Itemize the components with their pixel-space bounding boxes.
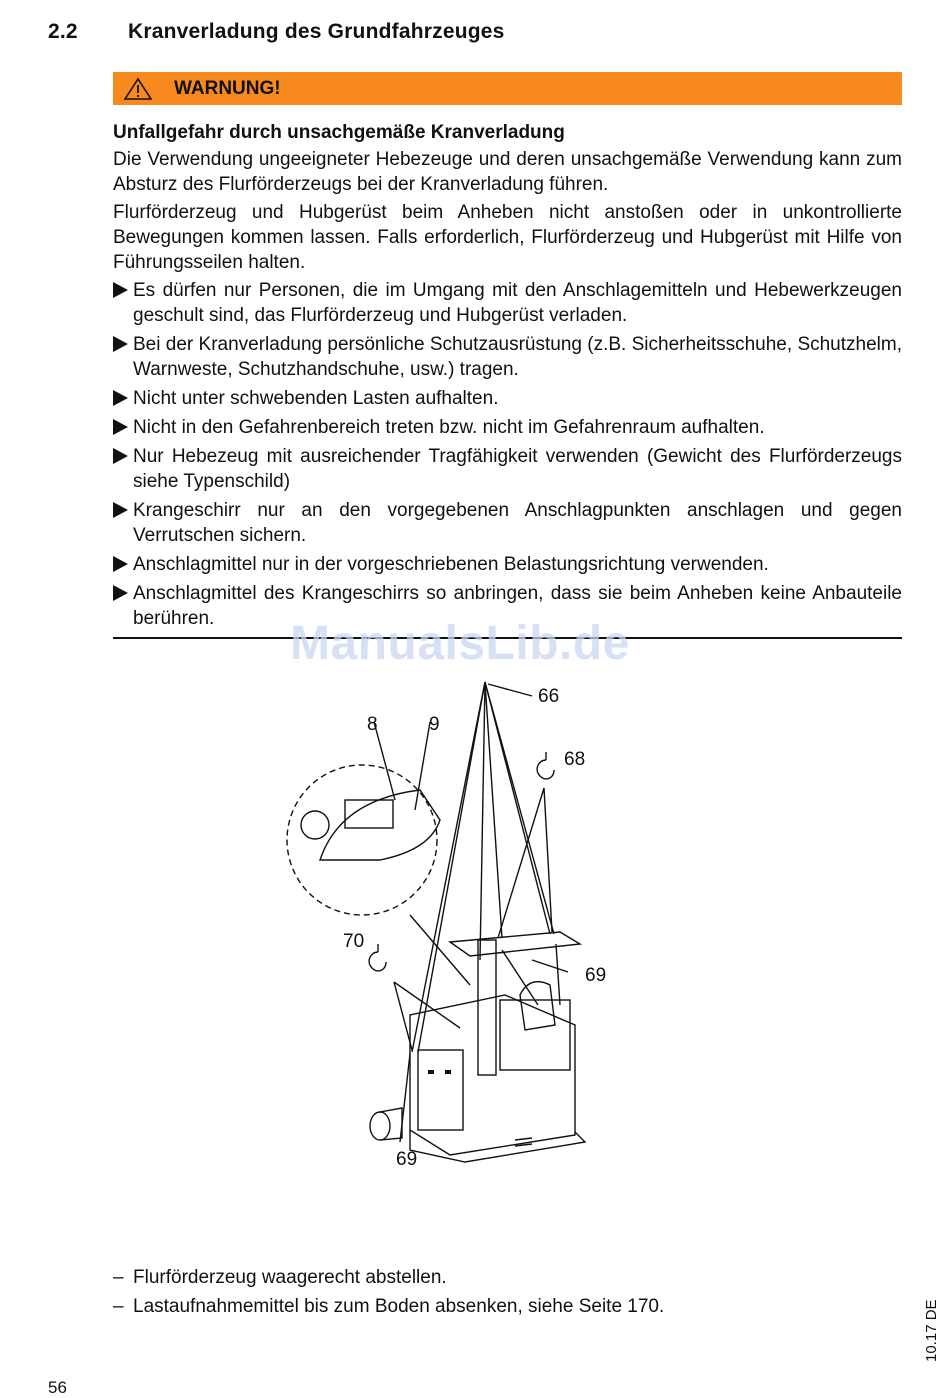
section-number: 2.2 [48, 20, 78, 43]
list-item-text: Anschlagmittel des Krangeschirrs so anbringen, dass sie beim Anheben keine Anbauteile berühren. [133, 583, 902, 629]
section-title: Kranverladung des Grundfahrzeuges [128, 20, 505, 43]
list-item-text: Anschlagmittel nur in der vorgeschriebenen Belastungsrichtung verwenden. [133, 554, 769, 575]
step-marker: – [113, 1267, 124, 1288]
crane-loading-figure [270, 660, 670, 1180]
label-70: 70 [343, 931, 365, 952]
list-item [113, 1265, 902, 1290]
warning-content [113, 120, 902, 635]
list-item [113, 1294, 902, 1319]
warning-bar [113, 72, 902, 105]
arrow-bullet-icon [113, 448, 128, 464]
list-item [113, 332, 902, 382]
arrow-bullet-icon [113, 419, 128, 435]
list-item-text: Krangeschirr nur an den vorgegebenen Anschlagpunkten anschlagen und gegen Verrutschen sichern. [133, 500, 902, 546]
page-number: 56 [48, 1378, 67, 1397]
list-item-text: Bei der Kranverladung persönliche Schutzausrüstung (z.B. Sicherheitsschuhe, Schutzhelm, Warnweste, Schutzhandschuhe, usw.) tragen. [133, 334, 902, 380]
instruction-list [113, 278, 902, 631]
arrow-bullet-icon [113, 336, 128, 352]
arrow-bullet-icon [113, 556, 128, 572]
arrow-bullet-icon [113, 502, 128, 518]
warning-triangle-icon [123, 77, 153, 101]
list-item [113, 498, 902, 548]
arrow-bullet-icon [113, 390, 128, 406]
arrow-bullet-icon [113, 585, 128, 601]
step-marker: – [113, 1296, 124, 1317]
step-text: Flurförderzeug waagerecht abstellen. [133, 1267, 447, 1288]
list-item-text: Nicht in den Gefahrenbereich treten bzw. nicht im Gefahrenraum aufhalten. [133, 417, 765, 438]
label-69-right: 69 [585, 965, 607, 986]
list-item [113, 386, 902, 411]
label-8: 8 [367, 714, 378, 735]
label-66: 66 [538, 686, 560, 707]
list-item-text: Nur Hebezeug mit ausreichender Tragfähigkeit verwenden (Gewicht des Flurförderzeugs siehe Typenschild) [133, 446, 902, 492]
arrow-bullet-icon [113, 282, 128, 298]
warning-subheading: Unfallgefahr durch unsachgemäße Kranverladung [113, 122, 565, 143]
step-text: Lastaufnahmemittel bis zum Boden absenken, siehe Seite 170. [133, 1296, 665, 1317]
section-heading [48, 20, 505, 44]
label-9: 9 [429, 714, 440, 735]
list-item [113, 444, 902, 494]
edition-note: 10.17 DE [923, 1299, 940, 1362]
list-item [113, 278, 902, 328]
watermark: ManualsLib.de [290, 617, 630, 670]
list-item-text: Nicht unter schwebenden Lasten aufhalten. [133, 388, 499, 409]
label-68: 68 [564, 749, 586, 770]
label-69-bottom: 69 [396, 1149, 418, 1170]
warning-label: WARNUNG! [174, 78, 281, 99]
paragraph: Flurförderzeug und Hubgerüst beim Anheben nicht anstoßen oder in unkontrollierte Bewegungen kommen lassen. Falls erforderlich, Flurförderzeug und Hubgerüst mit Hilfe von Führungsseilen halten. [113, 202, 902, 273]
list-item [113, 552, 902, 577]
list-item-text: Es dürfen nur Personen, die im Umgang mit den Anschlagemitteln und Hebewerkzeugen geschult sind, das Flurförderzeug und Hubgerüst verladen. [133, 280, 902, 326]
paragraph: Die Verwendung ungeeigneter Hebezeuge und deren unsachgemäße Verwendung kann zum Absturz des Flurförderzeugs bei der Kranverladung führen. [113, 149, 902, 195]
list-item [113, 415, 902, 440]
step-list [113, 1265, 902, 1323]
side-note [922, 1282, 944, 1362]
truck-illustration [270, 660, 670, 1180]
